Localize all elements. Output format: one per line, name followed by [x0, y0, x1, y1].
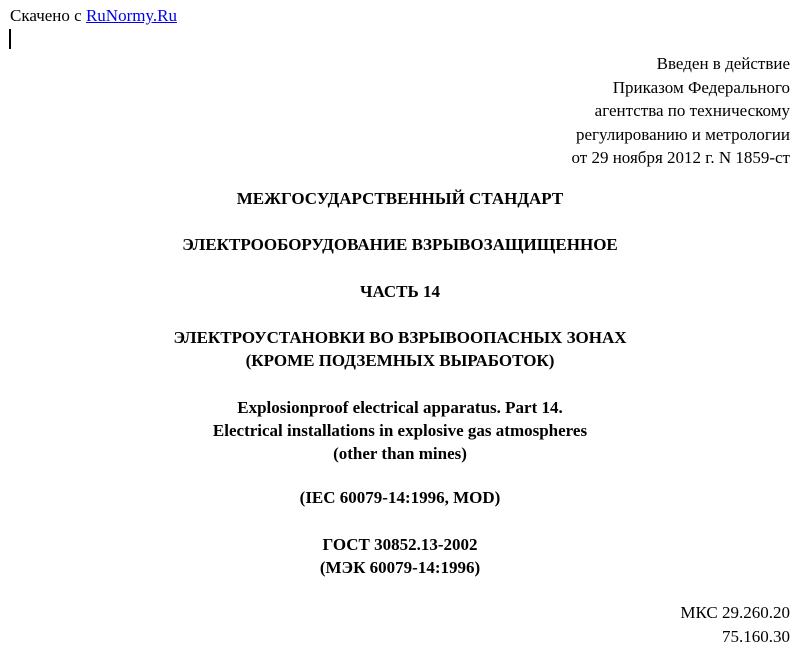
enactment-line: регулированию и метрологии [575, 124, 790, 144]
enactment-line: агентства по техническому [594, 101, 790, 121]
standard-type-heading [0, 187, 796, 210]
english-title-line: Electrical installations in explosive gas atmospheres [212, 421, 588, 440]
english-title-line: Explosionproof electrical apparatus. Part 14. [237, 398, 563, 417]
classification-codes [680, 601, 790, 648]
standard-part-text: ЧАСТЬ 14 [359, 282, 440, 301]
standard-subtitle-line: ЭЛЕКТРОУСТАНОВКИ ВО ВЗРЫВООПАСНЫХ ЗОНАХ [173, 328, 627, 347]
download-source-line [10, 6, 177, 26]
runormy-link[interactable]: RuNormy.Ru [85, 6, 177, 25]
standard-part-heading [0, 280, 796, 303]
standard-subtitle-line: (КРОМЕ ПОДЗЕМНЫХ ВЫРАБОТОК) [245, 351, 555, 370]
enactment-note [572, 52, 791, 170]
english-title-block [0, 396, 796, 465]
standard-type-text: МЕЖГОСУДАРСТВЕННЫЙ СТАНДАРТ [236, 189, 564, 208]
iec-reference [0, 486, 796, 509]
english-title-line: (other than mines) [333, 444, 467, 463]
text-cursor [9, 29, 11, 49]
enactment-line: от 29 ноября 2012 г. N 1859-ст [571, 148, 790, 168]
gost-designation-line: ГОСТ 30852.13-2002 [322, 535, 478, 554]
iec-reference-text: (IEC 60079-14:1996, MOD) [299, 488, 501, 507]
standard-title-heading [0, 233, 796, 256]
download-source-prefix: Скачено с [10, 6, 82, 25]
classification-line: 75.160.30 [722, 626, 790, 646]
classification-line: МКС 29.260.20 [680, 603, 790, 622]
enactment-line: Введен в действие [656, 54, 790, 73]
standard-subtitle-heading [0, 326, 796, 372]
gost-designation-block [0, 533, 796, 579]
gost-designation-line: (МЭК 60079-14:1996) [319, 558, 481, 577]
enactment-line: Приказом Федерального [612, 77, 790, 97]
standard-title-text: ЭЛЕКТРООБОРУДОВАНИЕ ВЗРЫВОЗАЩИЩЕННОЕ [182, 235, 618, 254]
